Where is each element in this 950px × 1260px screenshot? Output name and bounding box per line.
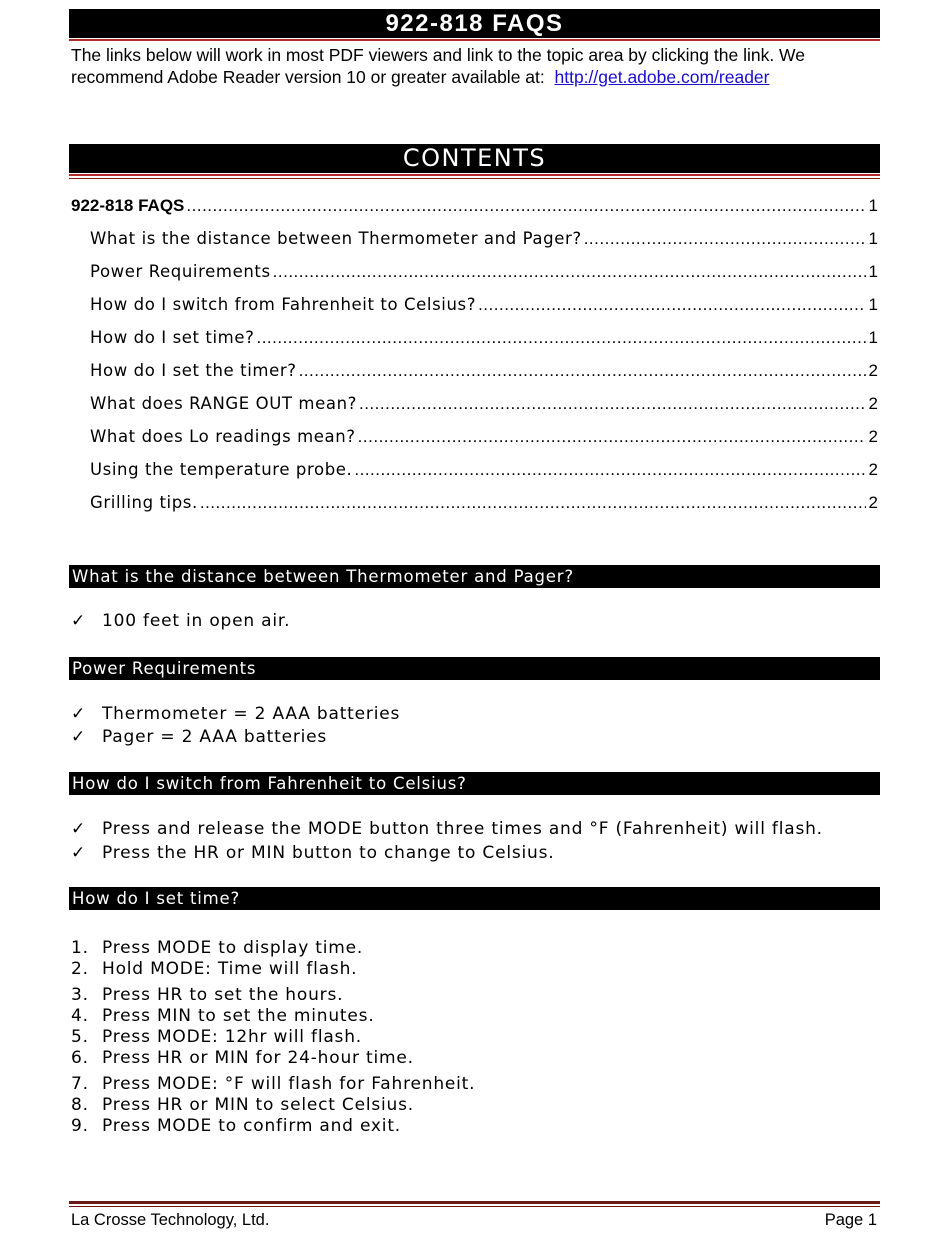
step-text: Press HR to set the hours.	[102, 985, 344, 1005]
bullet-text: Pager = 2 AAA batteries	[102, 727, 328, 747]
footer-company: La Crosse Technology, Ltd.	[71, 1211, 270, 1229]
toc-entry[interactable]	[71, 262, 878, 295]
bullet-text: Press the HR or MIN button to change to Celsius.	[102, 843, 555, 863]
toc-entry-page: 2	[868, 493, 878, 512]
checkmark-icon: ✓	[71, 819, 87, 839]
contents-heading: CONTENTS	[402, 144, 547, 172]
step-text: Press HR or MIN for 24-hour time.	[102, 1048, 414, 1068]
footer-page-number: Page 1	[824, 1211, 877, 1229]
checkmark-icon: ✓	[71, 704, 87, 724]
toc-entry-label: Using the temperature probe.	[90, 460, 353, 479]
step-text: Press MODE: 12hr will flash.	[102, 1027, 362, 1047]
step-number: 5.	[71, 1027, 89, 1047]
toc-entry-label: What does RANGE OUT mean?	[90, 394, 357, 413]
adobe-reader-link[interactable]: http://get.adobe.com/reader	[554, 67, 770, 87]
toc-entry[interactable]	[71, 295, 878, 328]
toc-leader-dots	[256, 328, 866, 348]
section-heading-text: Power Requirements	[72, 659, 257, 678]
toc-entry-label: How do I switch from Fahrenheit to Celsius?	[90, 295, 477, 314]
contents-title-bar	[69, 144, 880, 173]
title-rule	[69, 39, 880, 41]
section-heading-fahrenheit	[69, 772, 880, 795]
toc-leader-dots	[584, 229, 866, 249]
toc-entry-page: 1	[868, 295, 878, 314]
numbered-step	[71, 1005, 375, 1027]
contents-rule-thin	[69, 178, 880, 179]
toc-entry-page: 1	[868, 196, 878, 215]
toc-entry-page: 1	[868, 229, 878, 248]
footer-rule	[69, 1201, 880, 1204]
step-text: Press MODE to confirm and exit.	[102, 1116, 401, 1136]
toc-entry[interactable]	[71, 328, 878, 361]
toc-leader-dots	[358, 427, 866, 447]
step-text: Press MODE to display time.	[102, 938, 364, 958]
toc-entry[interactable]	[71, 196, 878, 229]
toc-leader-dots	[273, 262, 866, 282]
toc-entry-label: Power Requirements	[90, 262, 271, 281]
toc-entry-page: 2	[868, 460, 878, 479]
intro-line-2-text: recommend Adobe Reader version 10 or greater available at:	[71, 67, 545, 87]
intro-line-2	[71, 66, 891, 88]
toc-entry-page: 1	[868, 262, 878, 281]
toc-entry[interactable]	[71, 493, 878, 526]
step-number: 9.	[71, 1116, 89, 1136]
toc-leader-dots	[354, 460, 866, 480]
toc-entry-label: What is the distance between Thermometer and Pager?	[90, 229, 582, 248]
step-text: Press MIN to set the minutes.	[102, 1006, 375, 1026]
bullet-item	[71, 726, 327, 748]
toc-entry-page: 2	[868, 361, 878, 380]
step-number: 2.	[71, 959, 89, 979]
checkmark-icon: ✓	[71, 843, 87, 863]
bullet-text: 100 feet in open air.	[102, 611, 291, 631]
numbered-step	[71, 937, 363, 959]
section-heading-text: What is the distance between Thermometer and Pager?	[72, 567, 574, 586]
section-heading-text: How do I set time?	[72, 889, 241, 908]
toc-entry-label: Grilling tips.	[90, 493, 198, 512]
intro-paragraph	[71, 44, 891, 88]
step-number: 8.	[71, 1095, 89, 1115]
numbered-step	[71, 984, 343, 1006]
toc-leader-dots	[200, 493, 866, 513]
intro-line-1: The links below will work in most PDF viewers and link to the topic area by clicking the link. We	[71, 45, 805, 65]
toc-entry-label: How do I set the timer?	[90, 361, 297, 380]
toc-leader-dots	[299, 361, 866, 381]
toc-entry-label: What does Lo readings mean?	[90, 427, 356, 446]
numbered-step	[71, 1115, 401, 1137]
checkmark-icon: ✓	[71, 611, 87, 631]
section-heading-distance	[69, 565, 880, 588]
checkmark-icon: ✓	[71, 727, 87, 747]
numbered-step	[71, 1094, 414, 1116]
toc-entry[interactable]	[71, 427, 878, 460]
toc-entry-page: 2	[868, 394, 878, 413]
toc-leader-dots	[186, 196, 866, 216]
footer-rule-thin	[69, 1206, 880, 1207]
section-heading-text: How do I switch from Fahrenheit to Celsius?	[72, 774, 467, 793]
section-heading-set-time	[69, 887, 880, 910]
step-text: Press MODE: °F will flash for Fahrenheit.	[102, 1074, 476, 1094]
step-number: 4.	[71, 1006, 89, 1026]
bullet-item	[71, 703, 400, 725]
toc-entry[interactable]	[71, 361, 878, 394]
step-text: Press HR or MIN to select Celsius.	[102, 1095, 414, 1115]
numbered-step	[71, 1026, 362, 1048]
bullet-item	[71, 818, 823, 840]
document-title-bar	[69, 9, 880, 38]
step-text: Hold MODE: Time will flash.	[102, 959, 358, 979]
toc-leader-dots	[478, 295, 866, 315]
toc-entry-page: 2	[868, 427, 878, 446]
step-number: 7.	[71, 1074, 89, 1094]
toc-entry[interactable]	[71, 394, 878, 427]
step-number: 6.	[71, 1048, 89, 1068]
toc-entry-label: How do I set time?	[90, 328, 255, 347]
bullet-text: Press and release the MODE button three times and °F (Fahrenheit) will flash.	[102, 819, 823, 839]
bullet-item	[71, 842, 555, 864]
numbered-step	[71, 1047, 414, 1069]
section-heading-power	[69, 657, 880, 680]
document-title: 922-818 FAQS	[385, 10, 564, 37]
table-of-contents	[71, 196, 878, 526]
toc-entry-page: 1	[868, 328, 878, 347]
numbered-step	[71, 958, 357, 980]
step-number: 1.	[71, 938, 89, 958]
numbered-step	[71, 1073, 475, 1095]
bullet-item	[71, 610, 290, 632]
toc-entry-label: 922-818 FAQS	[71, 196, 185, 215]
toc-entry[interactable]	[71, 229, 878, 262]
contents-rule	[69, 174, 880, 176]
toc-leader-dots	[359, 394, 866, 414]
bullet-text: Thermometer = 2 AAA batteries	[102, 704, 401, 724]
step-number: 3.	[71, 985, 89, 1005]
toc-entry[interactable]	[71, 460, 878, 493]
